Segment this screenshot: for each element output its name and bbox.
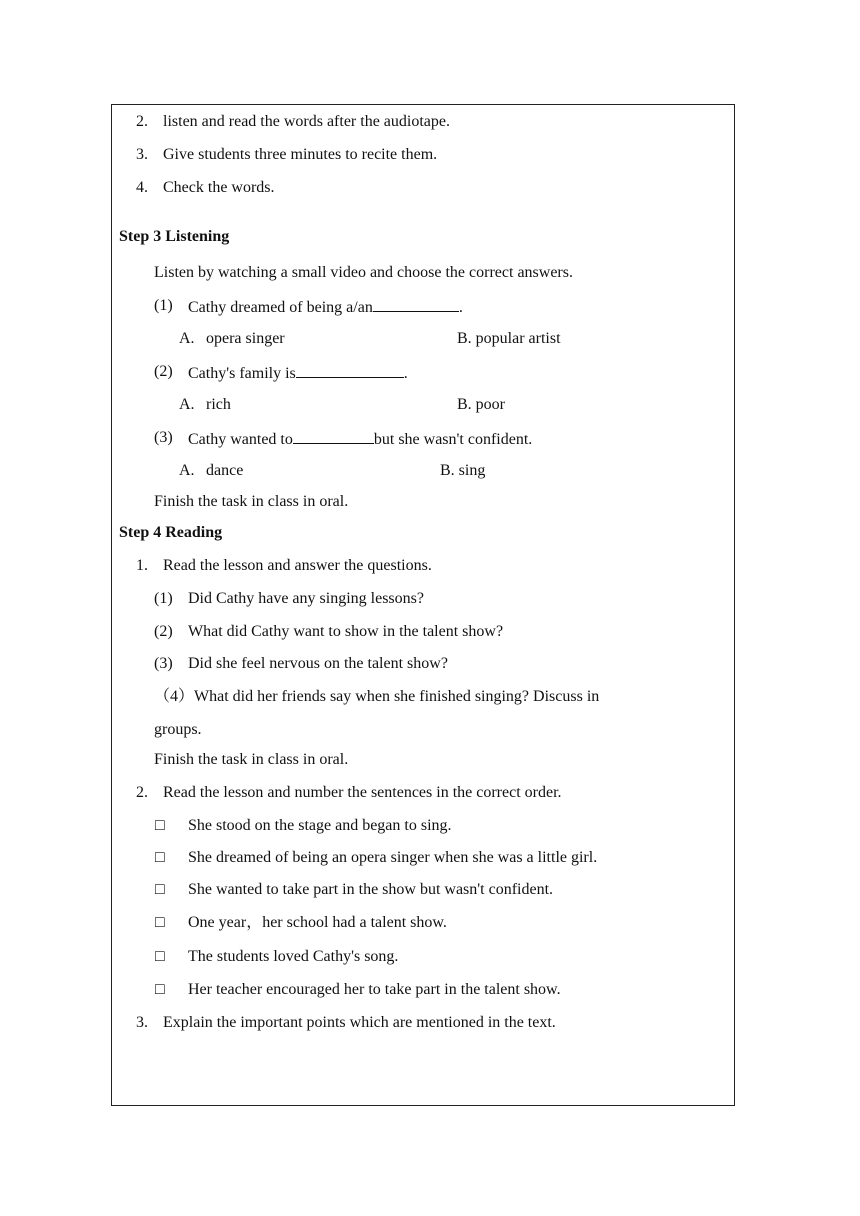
vocab-item-3-text: Give students three minutes to recite them. [163, 146, 438, 163]
q1-option-a-letter: A. [179, 330, 195, 347]
q3-option-a: dance [206, 462, 244, 479]
step3-intro: Listen by watching a small video and choose the correct answers. [154, 264, 573, 281]
reading-task3-text: Explain the important points which are mentioned in the text. [163, 1014, 556, 1031]
reading-q2-text: What did Cathy want to show in the talent show? [188, 623, 504, 640]
reading-task1-number: 1. [136, 557, 148, 574]
answer-blank [373, 296, 459, 312]
order-checkbox[interactable]: □ [155, 948, 165, 965]
listening-q1-text: Cathy dreamed of being a/an . [188, 296, 463, 318]
listening-q3-text: Cathy wanted to but she wasn't confident. [188, 428, 532, 450]
order-checkbox[interactable]: □ [155, 914, 165, 931]
q2-option-a-letter: A. [179, 396, 195, 413]
q1-option-a: opera singer [206, 330, 285, 347]
order-sentence-3: She wanted to take part in the show but wasn't confident. [188, 881, 554, 898]
q2-option-a: rich [206, 396, 231, 413]
reading-task1-text: Read the lesson and answer the questions. [163, 557, 432, 574]
reading-task2-text: Read the lesson and number the sentences in the correct order. [163, 784, 562, 801]
order-sentence-1: She stood on the stage and began to sing. [188, 817, 452, 834]
reading-q4-line1: （4）What did her friends say when she finished singing? Discuss in [154, 688, 600, 705]
reading-q4-line2: groups. [154, 721, 202, 738]
listening-q1-number: (1) [154, 297, 173, 314]
step3-heading: Step 3 Listening [119, 228, 230, 245]
q3-option-a-letter: A. [179, 462, 195, 479]
order-sentence-2: She dreamed of being an opera singer when she was a little girl. [188, 849, 598, 866]
order-checkbox[interactable]: □ [155, 849, 165, 866]
listening-q2-text: Cathy's family is . [188, 362, 408, 384]
vocab-item-3-number: 3. [136, 146, 148, 163]
order-checkbox[interactable]: □ [155, 881, 165, 898]
reading-q3-number: (3) [154, 655, 173, 672]
vocab-item-4-number: 4. [136, 179, 148, 196]
q1-option-b: B. popular artist [457, 330, 561, 347]
vocab-item-4-text: Check the words. [163, 179, 275, 196]
q3-option-b: B. sing [440, 462, 486, 479]
answer-blank [293, 428, 374, 444]
step3-finish: Finish the task in class in oral. [154, 493, 349, 510]
q2-option-b: B. poor [457, 396, 505, 413]
reading-task3-number: 3. [136, 1014, 148, 1031]
vocab-item-2-text: listen and read the words after the audiotape. [163, 113, 450, 130]
order-sentence-6: Her teacher encouraged her to take part in the talent show. [188, 981, 561, 998]
step4-heading: Step 4 Reading [119, 524, 223, 541]
order-sentence-5: The students loved Cathy's song. [188, 948, 399, 965]
reading-task1-finish: Finish the task in class in oral. [154, 751, 349, 768]
listening-q3-number: (3) [154, 429, 173, 446]
order-checkbox[interactable]: □ [155, 817, 165, 834]
order-checkbox[interactable]: □ [155, 981, 165, 998]
vocab-item-2-number: 2. [136, 113, 148, 130]
reading-q1-number: (1) [154, 590, 173, 607]
order-sentence-4: One year，her school had a talent show. [188, 914, 447, 931]
reading-q2-number: (2) [154, 623, 173, 640]
answer-blank [296, 362, 404, 378]
reading-q1-text: Did Cathy have any singing lessons? [188, 590, 424, 607]
listening-q2-number: (2) [154, 363, 173, 380]
reading-task2-number: 2. [136, 784, 148, 801]
reading-q3-text: Did she feel nervous on the talent show? [188, 655, 448, 672]
